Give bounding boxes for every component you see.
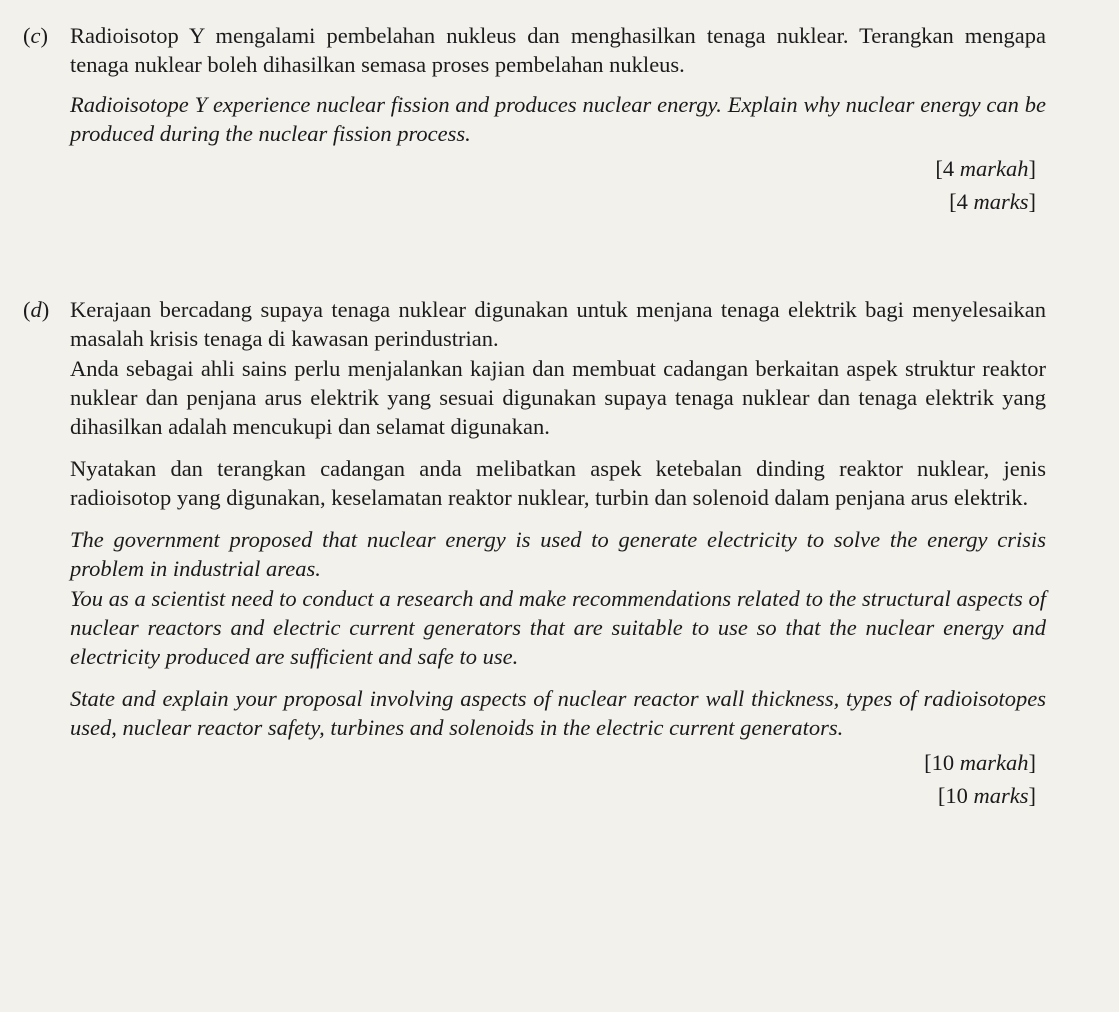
question-d-label: (d): [23, 297, 50, 322]
question-d-marks-malay: [10 markah]: [924, 750, 1036, 775]
question-c-marks-malay: [4 markah]: [935, 156, 1036, 181]
question-c-malay-text: Radioisotop Y mengalami pembelahan nukleus dan menghasilkan tenaga nuklear. Terangkan mengapa tenaga nuklear boleh dihasilkan semasa proses pembelahan nukleus.: [70, 23, 1046, 77]
question-c-english-text: Radioisotope Y experience nuclear fission and produces nuclear energy. Explain why nuclear energy can be produced during the nuclear fission process.: [70, 92, 1046, 146]
question-c-marks-english: [4 marks]: [949, 189, 1036, 214]
question-c-body: [70, 21, 1046, 216]
question-d-english-para-2: You as a scientist need to conduct a research and make recommendations related to the structural aspects of nuclear reactors and electric current generators that are suitable to use so that the nuclear energy and electricity produced are sufficient and safe to use.: [70, 586, 1046, 669]
question-d-malay-para-1: Kerajaan bercadang supaya tenaga nuklear digunakan untuk menjana tenaga elektrik bagi menyelesaikan masalah krisis tenaga di kawasan perindustrian.: [70, 297, 1046, 351]
question-d-english-para-1: The government proposed that nuclear energy is used to generate electricity to solve the energy crisis problem in industrial areas.: [70, 527, 1046, 581]
question-d-malay-para-3: Nyatakan dan terangkan cadangan anda melibatkan aspek ketebalan dinding reaktor nuklear, jenis radioisotop yang digunakan, keselamatan reaktor nuklear, turbin dan solenoid dalam penjana arus elektrik.: [70, 456, 1046, 510]
question-c-label: (c): [23, 23, 48, 48]
question-d-malay-para-2: Anda sebagai ahli sains perlu menjalankan kajian dan membuat cadangan berkaitan aspek struktur reaktor nuklear dan penjana arus elektrik yang sesuai digunakan supaya tenaga nuklear dan tenaga elektrik yang dihasilkan adalah mencukupi dan selamat digunakan.: [70, 356, 1046, 439]
question-d-english-para-3: State and explain your proposal involving aspects of nuclear reactor wall thickness, types of radioisotopes used, nuclear reactor safety, turbines and solenoids in the electric current generators.: [70, 686, 1046, 740]
question-d-body: [70, 295, 1046, 810]
question-d-marks-english: [10 marks]: [937, 783, 1036, 808]
